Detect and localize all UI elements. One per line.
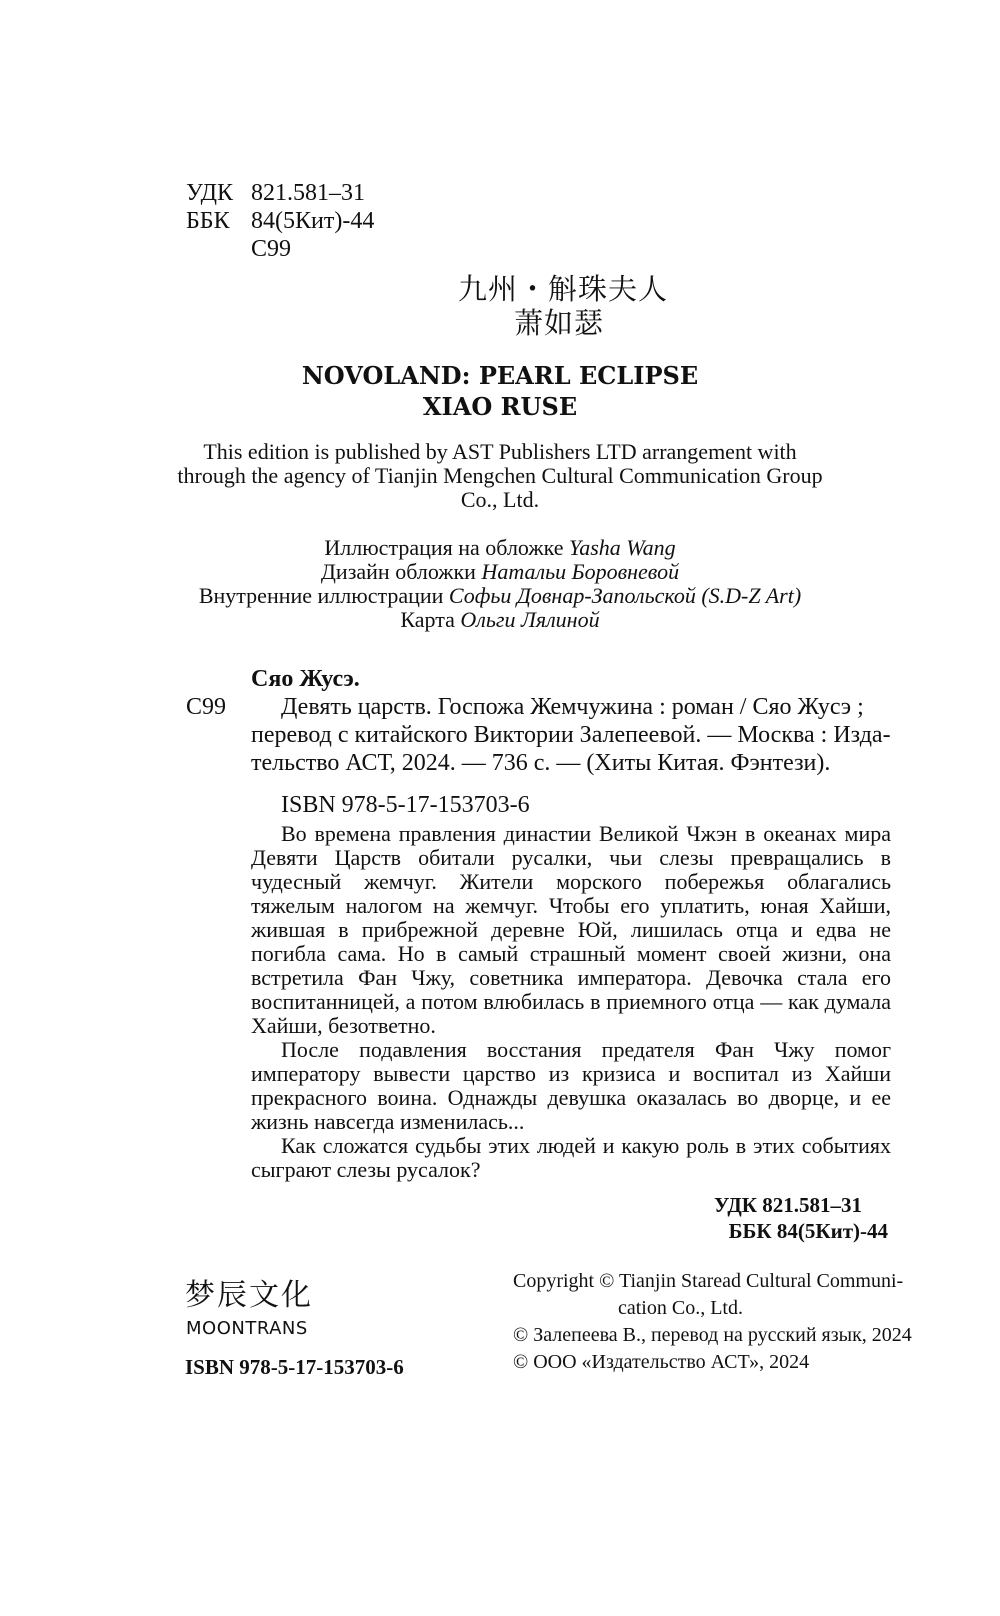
annotation [251, 822, 891, 1182]
credit-person: Yasha Wang [568, 535, 676, 560]
edition-notice-line-1: This edition is published by AST Publishers LTD arrangement with [203, 439, 797, 464]
annotation-paragraph-1: Во времена правления династии Великой Чжэн в океанах мира Девяти Царств обитали русалки, чьи слезы превращались в чудесный жемчуг. Жители морского побережья облагались тяжелым налогом на жемчуг. Чтобы его уплатить, юная Хайши, жившая в прибрежной деревне Юй, лишилась отца и едва не погибла сама. Но в самый страшный момент своей жизни, она встретила Фан Чжу, советника императора. Девочка стала его воспитанницей, а потом влюбилась в приемного отца — как думала Хайши, безответно. [251, 821, 891, 1038]
copyright-line-4: © ООО «Издательство АСТ», 2024 [513, 1351, 810, 1373]
copyright-line-3: © Залепеева В., перевод на русский язык, 2024 [513, 1324, 912, 1346]
bbk-label: ББК [186, 208, 230, 234]
udk-value: 821.581–31 [251, 180, 365, 206]
edition-notice-line-3: Co., Ltd. [460, 487, 540, 512]
credit-cover-design [0, 560, 1000, 584]
catalog-record-line-2: перевод с китайского Виктории Залепеевой. — Москва : Изда- [251, 722, 891, 748]
edition-notice-line-2: through the agency of Tianjin Mengchen Cultural Communication Group [177, 463, 823, 488]
catalog-record-line-1: Девять царств. Госпожа Жемчужина : роман / Сяо Жусэ ; [281, 694, 864, 720]
bbk-bottom: ББК 84(5Кит)-44 [728, 1219, 888, 1243]
author-mark-top: С99 [251, 236, 292, 262]
credit-role: Иллюстрация на обложке [324, 535, 569, 560]
isbn-bottom: ISBN 978-5-17-153703-6 [185, 1355, 404, 1379]
chinese-author: 萧如瑟 [514, 306, 605, 340]
chinese-title: 九州・斛珠夫人 [458, 272, 669, 306]
credit-map [0, 608, 1000, 632]
publisher-logo-latin: MOONTRANS [186, 1318, 308, 1339]
credit-person: Ольги Лялиной [460, 607, 600, 632]
catalog-isbn: ISBN 978-5-17-153703-6 [281, 792, 530, 818]
credit-role: Карта [400, 607, 461, 632]
udk-bottom: УДК 821.581–31 [714, 1193, 862, 1217]
credit-role: Внутренние иллюстрации [198, 583, 449, 608]
copyright-line-1: Copyright © Tianjin Staread Cultural Communi- [513, 1270, 904, 1292]
annotation-paragraph-2: После подавления восстания предателя Фан Чжу помог императору вывести царство из кризиса и воспитал из Хайши прекрасного воина. Однажды девушка оказалась во дворце, и ее жизнь навсегда изменилась... [251, 1037, 891, 1134]
bbk-value: 84(5Кит)-44 [251, 208, 375, 234]
publisher-logo-chinese: 梦辰文化 [185, 1278, 313, 1313]
english-title: NOVOLAND: PEARL ECLIPSE [301, 361, 699, 390]
credit-person: Софьи Довнар-Запольской (S.D-Z Art) [448, 583, 802, 608]
copyright-line-2: cation Co., Ltd. [618, 1297, 743, 1319]
catalog-record-line-3: тельство АСТ, 2024. — 736 с. — (Хиты Китая. Фэнтези). [251, 750, 831, 776]
udk-label: УДК [186, 180, 233, 206]
credit-interior-illustrations [0, 584, 1000, 608]
catalog-author-heading: Сяо Жусэ. [251, 666, 360, 692]
credit-person: Натальи Боровневой [481, 559, 680, 584]
credit-role: Дизайн обложки [320, 559, 482, 584]
english-author: XIAO RUSE [422, 392, 578, 421]
annotation-paragraph-3: Как сложатся судьбы этих людей и какую роль в этих событиях сыграют слезы русалок? [251, 1133, 891, 1182]
catalog-mark: С99 [186, 694, 227, 720]
credit-cover-illustration [0, 536, 1000, 560]
